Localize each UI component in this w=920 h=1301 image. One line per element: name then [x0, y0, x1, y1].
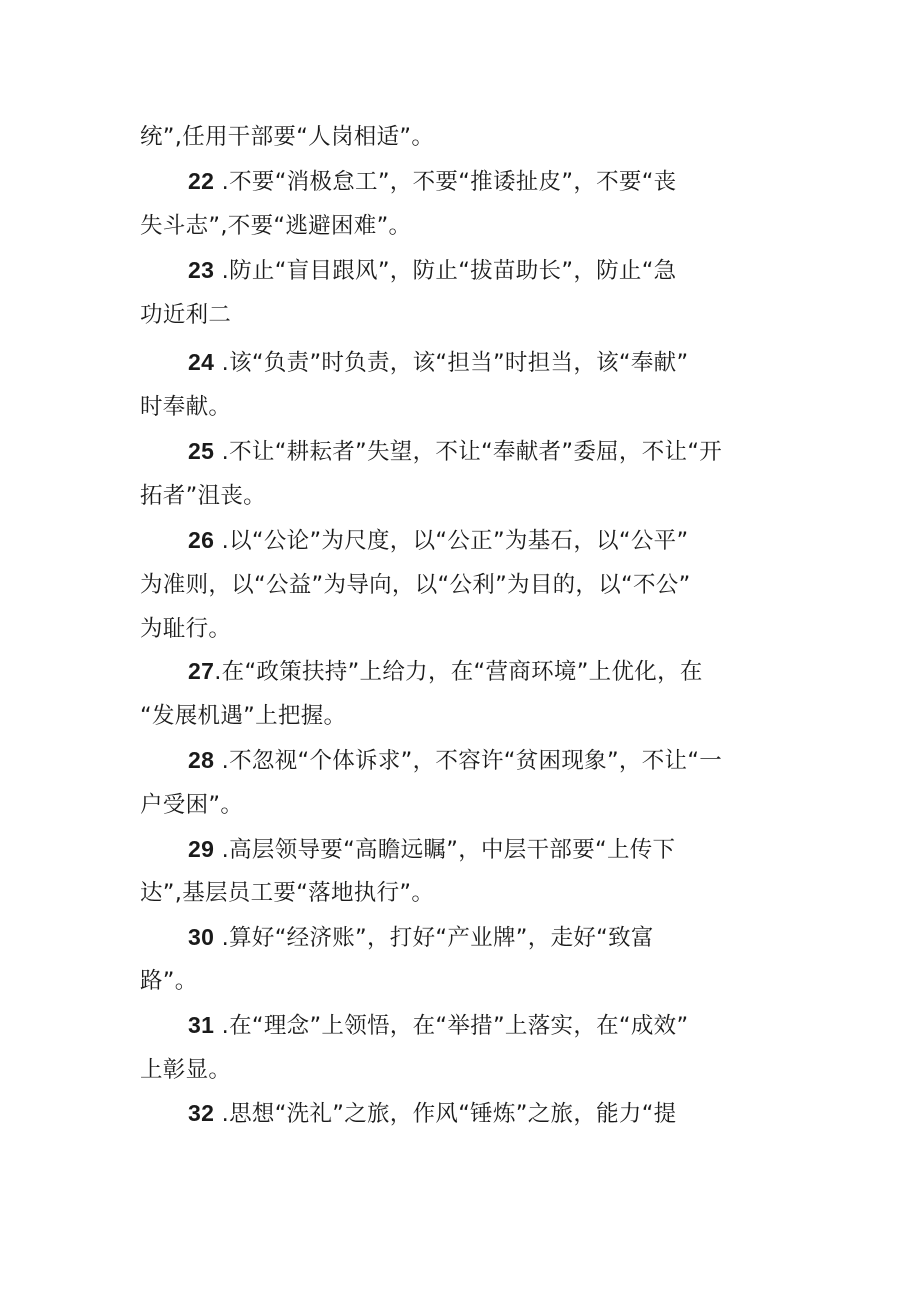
line-text: .在“理念”上领悟，在“举措”上落实，在“成效” — [214, 1013, 689, 1039]
line-text: .算好“经济账”，打好“产业牌”，走好“致富 — [214, 925, 654, 951]
line-text: .防止“盲目跟风”，防止“拔苗助长”，防止“急 — [214, 258, 677, 284]
line-text: 功近利二 — [140, 302, 232, 328]
text-line — [188, 922, 654, 953]
text-line — [188, 745, 722, 776]
item-number: 28 — [188, 747, 215, 773]
line-text: 为耻行。 — [140, 616, 232, 642]
text-line — [188, 1010, 688, 1041]
item-number: 29 — [188, 836, 215, 862]
item-number: 27 — [188, 658, 215, 684]
item-number: 32 — [188, 1100, 215, 1126]
line-text: “发展机遇”上把握。 — [140, 703, 347, 729]
text-line — [140, 210, 411, 241]
text-line — [188, 255, 676, 286]
item-number: 24 — [188, 349, 215, 375]
text-line — [140, 700, 346, 731]
line-text: .在“政策扶持”上给力，在“营商环境”上优化，在 — [214, 659, 703, 685]
item-number: 25 — [188, 438, 215, 464]
text-line — [188, 834, 675, 865]
line-text: .不忽视“个体诉求”，不容许“贫困现象”，不让“一 — [214, 748, 723, 774]
text-line — [188, 166, 676, 197]
line-text: .该“负责”时负责，该“担当”时担当，该“奉献” — [214, 350, 689, 376]
line-text: .不要“消极怠工”，不要“推诿扯皮”，不要“丧 — [214, 169, 677, 195]
item-number: 30 — [188, 924, 215, 950]
text-line — [140, 569, 691, 600]
line-text: 拓者”沮丧。 — [140, 483, 266, 509]
line-text: .不让“耕耘者”失望，不让“奉献者”委屈，不让“开 — [214, 439, 723, 465]
text-line — [188, 436, 722, 467]
text-line — [140, 121, 434, 152]
line-text: 为准则，以“公益”为导向，以“公利”为目的，以“不公” — [140, 572, 691, 598]
text-line — [140, 613, 231, 644]
item-number: 31 — [188, 1012, 215, 1038]
text-line — [188, 525, 688, 556]
item-number: 26 — [188, 527, 215, 553]
item-number: 23 — [188, 257, 215, 283]
text-line — [188, 656, 703, 687]
line-text: 路”。 — [140, 968, 198, 994]
line-text: 达”,基层员工要“落地执行”。 — [140, 880, 435, 906]
text-line — [140, 480, 266, 511]
text-line — [188, 347, 688, 378]
text-line — [140, 299, 231, 330]
text-line — [140, 877, 434, 908]
line-text: 失斗志”,不要“逃避困难”。 — [140, 213, 412, 239]
text-line — [188, 1098, 676, 1129]
text-line — [140, 391, 231, 422]
line-text: 时奉献。 — [140, 394, 232, 420]
line-text: 统”,任用干部要“人岗相适”。 — [140, 124, 435, 150]
text-line — [140, 789, 243, 820]
text-line — [140, 1054, 231, 1085]
line-text: 上彰显。 — [140, 1057, 232, 1083]
item-number: 22 — [188, 168, 215, 194]
text-line — [140, 965, 198, 996]
line-text: .以“公论”为尺度，以“公正”为基石，以“公平” — [214, 528, 689, 554]
line-text: 户受困”。 — [140, 792, 244, 818]
line-text: .高层领导要“高瞻远瞩”，中层干部要“上传下 — [214, 837, 676, 863]
line-text: .思想“洗礼”之旅，作风“锤炼”之旅，能力“提 — [214, 1101, 677, 1127]
